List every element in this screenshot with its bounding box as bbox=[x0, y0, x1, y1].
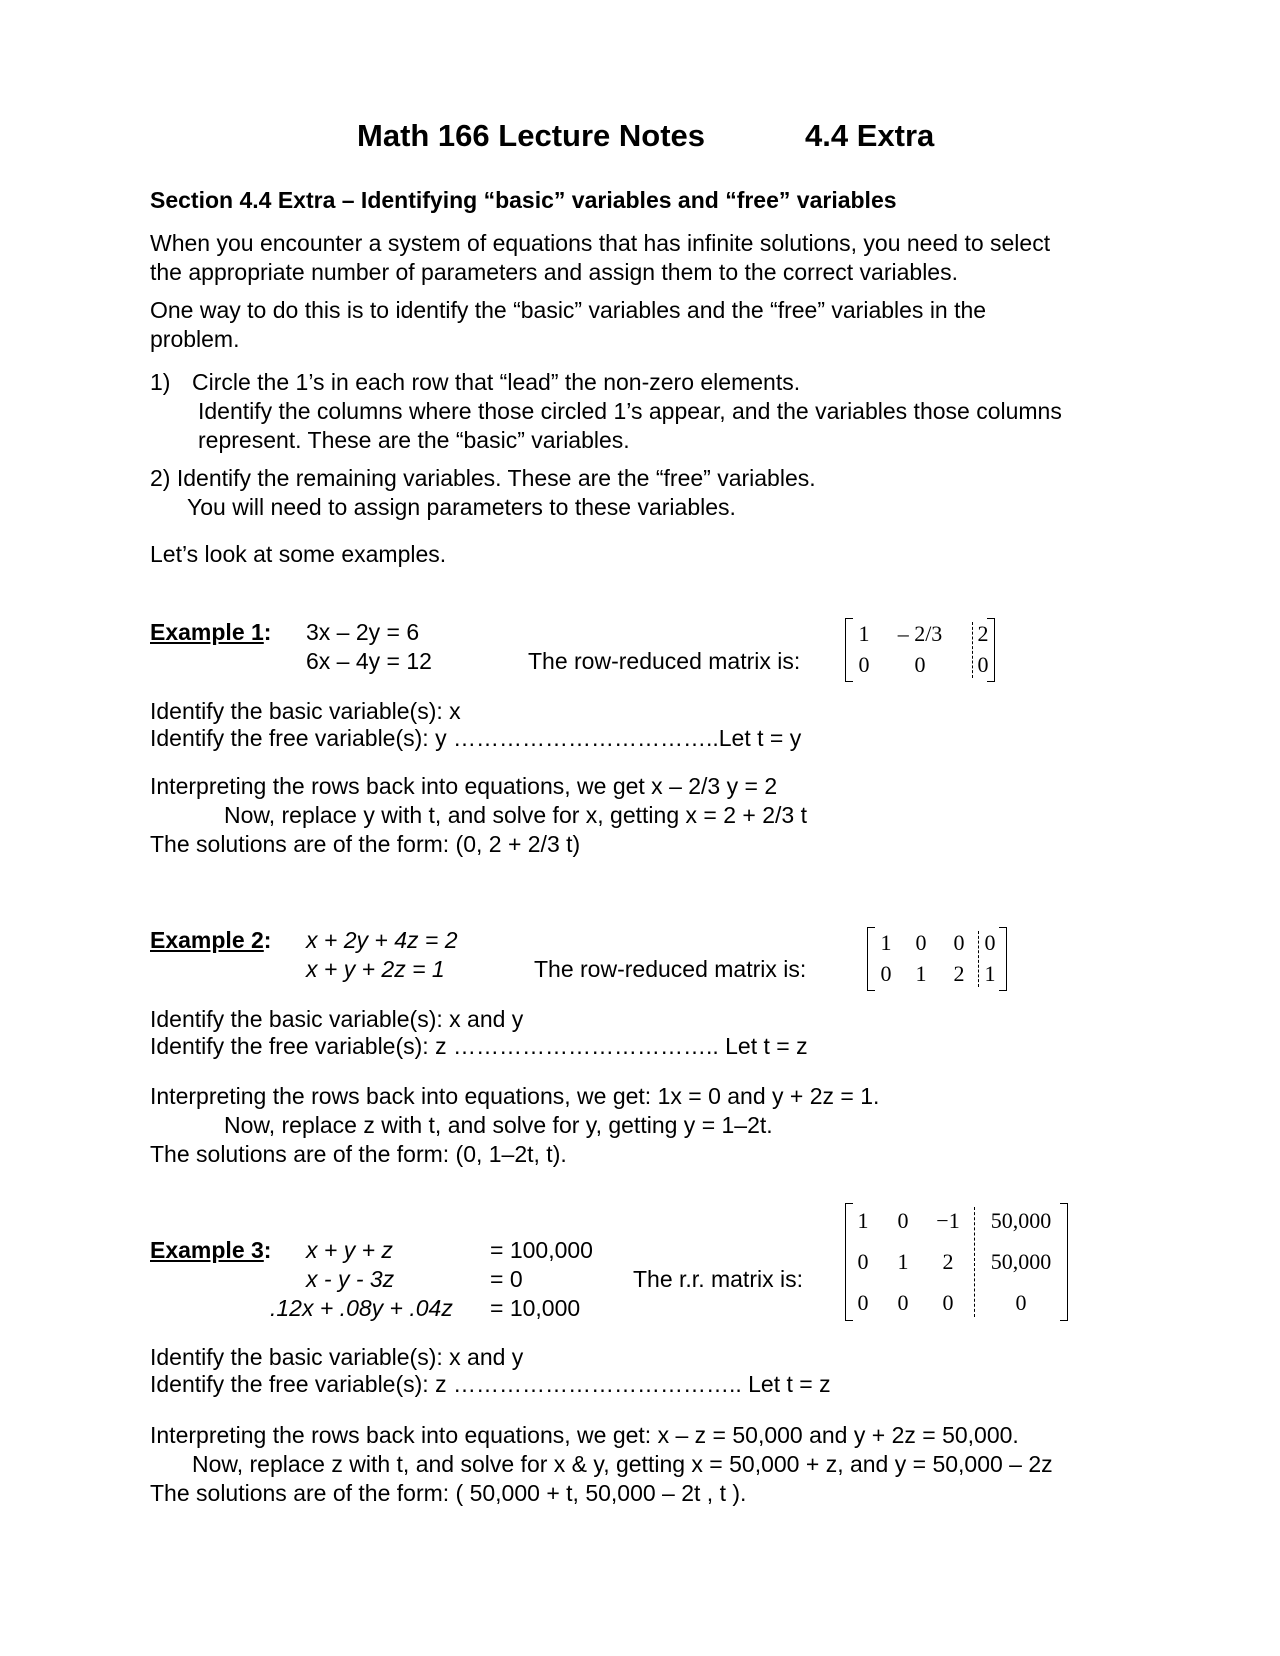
section-heading: Section 4.4 Extra – Identifying “basic” variables and “free” variables bbox=[150, 187, 897, 213]
step-1-line: Circle the 1’s in each row that “lead” the non-zero elements. bbox=[192, 369, 801, 395]
example-3-equation-rhs: = 10,000 bbox=[490, 1295, 581, 1321]
example-1-colon: : bbox=[263, 619, 272, 645]
example-2-matrix bbox=[867, 927, 1007, 991]
matrix-cell: – 2/3 bbox=[897, 621, 943, 646]
example-3-equation-lhs: .12x + .08y + .04z bbox=[270, 1295, 453, 1321]
example-2-colon: : bbox=[263, 927, 272, 953]
intro-line: One way to do this is to identify the “basic” variables and the “free” variables in the bbox=[150, 297, 987, 323]
page-title-section: 4.4 Extra bbox=[805, 118, 935, 153]
matrix-cell: 1 bbox=[857, 1208, 869, 1233]
matrix-cell: 0 bbox=[984, 930, 996, 955]
matrix-cell: 0 bbox=[915, 930, 927, 955]
example-3-equation-rhs: = 100,000 bbox=[490, 1237, 593, 1263]
example-1-matrix bbox=[845, 618, 995, 682]
example-3-equation-rhs: = 0 bbox=[490, 1266, 523, 1292]
example-2-interp: Interpreting the rows back into equations, we get: 1x = 0 and y + 2z = 1. bbox=[150, 1083, 880, 1109]
example-1-interp: Now, replace y with t, and solve for x, getting x = 2 + 2/3 t bbox=[224, 802, 807, 828]
example-3-label bbox=[150, 1236, 271, 1265]
example-3-basic: Identify the basic variable(s): x and y bbox=[150, 1344, 524, 1370]
example-2-equation: x + 2y + 4z = 2 bbox=[306, 927, 458, 953]
matrix-cell: −1 bbox=[936, 1208, 960, 1233]
matrix-cell: 0 bbox=[857, 1290, 869, 1315]
example-3-free: Identify the free variable(s): z ……………………………….. Let t = z bbox=[150, 1371, 831, 1397]
example-1-free: Identify the free variable(s): y ……………………………..Let t = y bbox=[150, 725, 802, 751]
step-2-line: You will need to assign parameters to these variables. bbox=[187, 494, 736, 520]
example-2-interp: The solutions are of the form: (0, 1–2t, t). bbox=[150, 1141, 567, 1167]
matrix-cell: 0 bbox=[1015, 1290, 1027, 1315]
step-1-line: Identify the columns where those circled 1’s appear, and the variables those columns bbox=[198, 398, 1062, 424]
example-3-matrix bbox=[845, 1203, 1068, 1321]
example-1-basic: Identify the basic variable(s): x bbox=[150, 698, 461, 724]
matrix-cell: 0 bbox=[880, 961, 892, 986]
example-3-interp: Interpreting the rows back into equations, we get: x – z = 50,000 and y + 2z = 50,000. bbox=[150, 1422, 1019, 1448]
matrix-cell: 0 bbox=[858, 652, 870, 677]
step-2-line: 2) Identify the remaining variables. These are the “free” variables. bbox=[150, 465, 816, 491]
example-2-basic: Identify the basic variable(s): x and y bbox=[150, 1006, 524, 1032]
matrix-cell: 0 bbox=[953, 930, 965, 955]
matrix-cell: 1 bbox=[984, 961, 996, 986]
matrix-cell: 1 bbox=[880, 930, 892, 955]
example-3-equation-lhs: x + y + z bbox=[306, 1237, 393, 1263]
example-2-label bbox=[150, 926, 271, 955]
example-3-interp: The solutions are of the form: ( 50,000 + t, 50,000 – 2t , t ). bbox=[150, 1480, 747, 1506]
example-2-matrix-label: The row-reduced matrix is: bbox=[534, 956, 807, 982]
matrix-cell: 1 bbox=[897, 1249, 909, 1274]
matrix-cell: 2 bbox=[977, 621, 989, 646]
example-2-free: Identify the free variable(s): z …………………………….. Let t = z bbox=[150, 1033, 808, 1059]
example-1-interp: Interpreting the rows back into equations, we get x – 2/3 y = 2 bbox=[150, 773, 778, 799]
example-1-equation: 6x – 4y = 12 bbox=[306, 648, 432, 674]
example-2-title: Example 2 bbox=[150, 927, 264, 953]
matrix-cell: 1 bbox=[915, 961, 927, 986]
intro-line: the appropriate number of parameters and assign them to the correct variables. bbox=[150, 259, 958, 285]
matrix-cell: 0 bbox=[977, 652, 989, 677]
example-3-title: Example 3 bbox=[150, 1237, 264, 1263]
matrix-cell: 50,000 bbox=[990, 1208, 1052, 1233]
example-3-matrix-label: The r.r. matrix is: bbox=[633, 1266, 803, 1292]
matrix-cell: 0 bbox=[897, 1208, 909, 1233]
matrix-cell: 0 bbox=[857, 1249, 869, 1274]
step-1-number: 1) bbox=[150, 369, 171, 395]
lets-look-text: Let’s look at some examples. bbox=[150, 541, 447, 567]
step-1-line: represent. These are the “basic” variables. bbox=[198, 427, 630, 453]
matrix-cell: 50,000 bbox=[990, 1249, 1052, 1274]
matrix-cell: 2 bbox=[953, 961, 965, 986]
example-1-equation: 3x – 2y = 6 bbox=[306, 619, 420, 645]
example-1-title: Example 1 bbox=[150, 619, 264, 645]
example-3-interp: Now, replace z with t, and solve for x & y, getting x = 50,000 + z, and y = 50,000 – 2z bbox=[192, 1451, 1053, 1477]
matrix-cell: 0 bbox=[897, 1290, 909, 1315]
example-1-interp: The solutions are of the form: (0, 2 + 2/3 t) bbox=[150, 831, 581, 857]
example-3-colon: : bbox=[263, 1237, 272, 1263]
matrix-cell: 2 bbox=[942, 1249, 954, 1274]
example-3-equation-lhs: x - y - 3z bbox=[306, 1266, 395, 1292]
example-2-equation: x + y + 2z = 1 bbox=[306, 956, 445, 982]
example-2-interp: Now, replace z with t, and solve for y, getting y = 1–2t. bbox=[224, 1112, 773, 1138]
page-title: Math 166 Lecture Notes bbox=[357, 118, 705, 153]
intro-line: When you encounter a system of equations that has infinite solutions, you need to select bbox=[150, 230, 1051, 256]
matrix-cell: 0 bbox=[914, 652, 926, 677]
intro-line: problem. bbox=[150, 326, 240, 352]
example-1-label bbox=[150, 618, 271, 647]
example-1-matrix-label: The row-reduced matrix is: bbox=[528, 648, 801, 674]
matrix-cell: 0 bbox=[942, 1290, 954, 1315]
matrix-cell: 1 bbox=[858, 621, 870, 646]
